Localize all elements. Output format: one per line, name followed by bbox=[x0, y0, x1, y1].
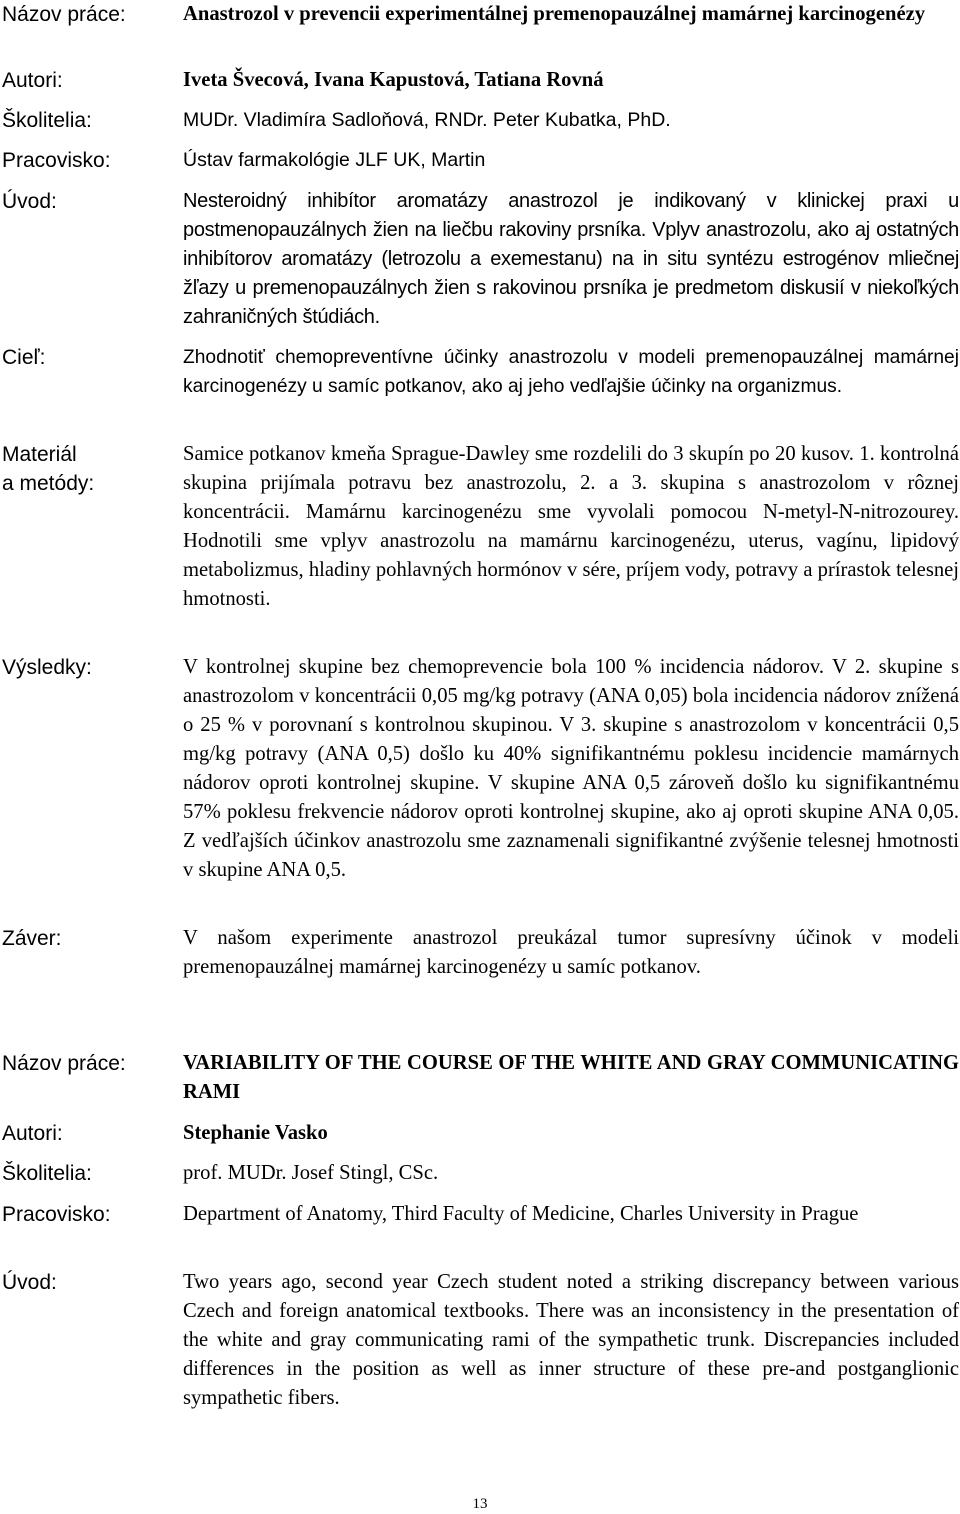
entry2-authors: Stephanie Vasko bbox=[183, 1122, 328, 1144]
entry1-workplace-label: Pracovisko: bbox=[2, 149, 111, 172]
entry2-intro-label: Úvod: bbox=[2, 1271, 57, 1294]
entry1-results-label: Výsledky: bbox=[2, 656, 92, 679]
entry1-conclusion-label: Záver: bbox=[2, 927, 62, 950]
entry1-supervisors: MUDr. Vladimíra Sadloňová, RNDr. Peter Kubatka, PhD. bbox=[183, 109, 671, 131]
entry1-title-label: Názov práce: bbox=[2, 3, 126, 26]
entry2-workplace: Department of Anatomy, Third Faculty of Medicine, Charles University in Prague bbox=[183, 1203, 859, 1225]
entry2-supervisors: prof. MUDr. Josef Stingl, CSc. bbox=[183, 1162, 439, 1184]
entry1-methods: Samice potkanov kmeňa Sprague-Dawley sme rozdelili do 3 skupín po 20 kusov. 1. kontrolná skupina prijímala potravu bez anastrozolu, 2. a 3. skupina s anastrozolom v rôznej koncentrácii. Mamárnu karcinogenézu sme vyvolali pomocou N-metyl-N-nitrozourey. Hodnotili sme vplyv anastrozolu na mamárnu karcinogenézu, uterus, vagínu, lipidový metabolizmus, hladiny pohlavných hormónov v sére, príjem vody, potravy a prírastok telesnej hmotnosti. bbox=[183, 443, 959, 610]
entry1-title: Anastrozol v prevencii experimentálnej premenopauzálnej mamárnej karcinogenézy bbox=[183, 3, 926, 25]
entry1-aim-label: Cieľ: bbox=[2, 346, 46, 369]
entry1-workplace: Ústav farmakológie JLF UK, Martin bbox=[183, 149, 486, 171]
entry1-aim: Zhodnotiť chemopreventívne účinky anastrozolu v modeli premenopauzálnej mamárnej karcinogenézy u samíc potkanov, ako aj jeho vedľajšie účinky na organizmus. bbox=[183, 347, 959, 397]
entry1-authors: Iveta Švecová, Ivana Kapustová, Tatiana Rovná bbox=[183, 69, 604, 91]
entry2-workplace-label: Pracovisko: bbox=[2, 1203, 111, 1226]
entry1-conclusion: V našom experimente anastrozol preukázal tumor supresívny účinok v modeli premenopauzálnej mamárnej karcinogenézy u samíc potkanov. bbox=[183, 927, 959, 978]
entry1-intro: Nesteroidný inhibítor aromatázy anastrozol je indikovaný v klinickej praxi u postmenopauzálnych žien na liečbu rakoviny prsníka. Vplyv anastrozolu, ako aj ostatných inhibítorov aromatázy (letrozolu a exemestanu) na in situ syntézu estrogénov mliečnej žľazy u premenopauzálnych žien s rakovinou prsníka je predmetom diskusií v niekoľkých zahraničných štúdiách. bbox=[183, 190, 959, 328]
entry1-results: V kontrolnej skupine bez chemoprevencie bola 100 % incidencia nádorov. V 2. skupine s anastrozolom v koncentrácii 0,05 mg/kg potravy (ANA 0,05) bola incidencia nádorov znížená o 25 % v porovnaní s kontrolnou skupinou. V 3. skupine s anastrozolom v koncentrácii 0,5 mg/kg potravy (ANA 0,5) došlo ku 40% signifikantnému poklesu incidencie mamárnych nádorov oproti kontrolnej skupine. V skupine ANA 0,5 zároveň došlo ku signifikantnému 57% poklesu frekvencie nádorov oproti kontrolnej skupine, ako aj oproti skupine ANA 0,05. Z vedľajších účinkov anastrozolu sme zaznamenali signifikantné zvýšenie telesnej hmotnosti v skupine ANA 0,5. bbox=[183, 656, 959, 881]
entry1-intro-label: Úvod: bbox=[2, 190, 57, 213]
page-number: 13 bbox=[472, 1496, 488, 1512]
entry1-supervisors-label: Školitelia: bbox=[2, 109, 92, 132]
entry2-intro: Two years ago, second year Czech student noted a striking discrepancy between various Czech and foreign anatomical textbooks. There was an inconsistency in the presentation of the white and gray communicating rami of the sympathetic trunk. Discrepancies included differences in the position as well as inner structure of these pre-and postganglionic sympathetic fibers. bbox=[183, 1271, 959, 1409]
entry2-supervisors-label: Školitelia: bbox=[2, 1162, 92, 1185]
entry2-title: VARIABILITY OF THE COURSE OF THE WHITE AND GRAY COMMUNICATING RAMI bbox=[183, 1052, 959, 1103]
entry1-methods-label: Materiál a metódy: bbox=[2, 443, 95, 495]
entry2-authors-label: Autori: bbox=[2, 1122, 63, 1145]
entry2-title-label: Názov práce: bbox=[2, 1052, 126, 1075]
entry1-authors-label: Autori: bbox=[2, 69, 63, 92]
